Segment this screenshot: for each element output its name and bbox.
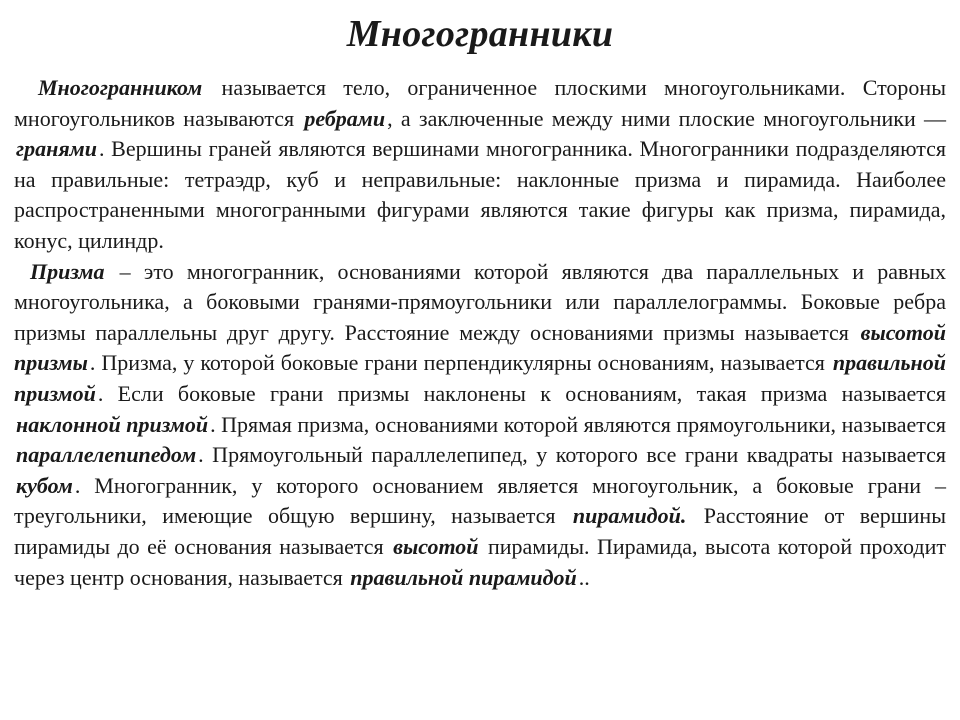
slide-body	[14, 73, 946, 593]
paragraph-prism-definition	[14, 257, 946, 594]
text-run: . Если боковые грани призмы наклонены к основаниям, такая призма называется	[97, 380, 946, 406]
term-height: высотой	[393, 533, 479, 559]
term-right-pyramid: правильной пирамидой	[350, 564, 577, 590]
text-run: . Вершины граней являются вершинами многогранника. Многогранники подразделяются на правильные: тетраэдр, куб и неправильные: наклонные призма и пирамида. Наиболее распространенными многогранными фигурами являются такие фигуры как призма, пирамида, конус, цилиндр.	[14, 136, 946, 253]
term-polyhedron: Многогранником	[38, 75, 203, 100]
text-run: . Прямая призма, основаниями которой являются прямоугольники, называется	[210, 411, 946, 437]
text-run: . Многогранник, у которого основанием является многоугольник, а боковые грани – треугольники, имеющие общую вершину, называется	[14, 472, 946, 529]
term-oblique-prism: наклонной призмой	[16, 411, 209, 437]
term-edges: ребрами	[304, 105, 386, 131]
term-prism-height: высотой призмы	[14, 319, 946, 376]
page-title: Многогранники	[346, 13, 614, 55]
term-right-prism: правильной призмой	[14, 350, 946, 406]
term-pyramid: пирамидой.	[572, 503, 687, 529]
text-run: ..	[578, 564, 590, 590]
text-run: . Призма, у которой боковые грани перпендикулярны основаниям, называется	[89, 350, 831, 376]
text-run: называется тело, ограниченное плоскими многоугольниками. Стороны многоугольников называются	[14, 75, 946, 131]
term-parallelepiped: параллелепипедом	[16, 442, 197, 468]
text-run: Расстояние от вершины пирамиды до её основания называется	[14, 503, 946, 559]
text-run: – это многогранник, основаниями которой являются два параллельных и равных многоугольника, а боковыми гранями-прямоугольники или параллелограммы. Боковые ребра призмы параллельны друг другу. Расстояние между основаниями призмы называется	[14, 258, 946, 345]
paragraph-polyhedron-definition	[14, 73, 946, 257]
term-prism: Призма	[30, 258, 105, 284]
text-run: , а заключенные между ними плоские многоугольники —	[387, 105, 946, 131]
text-run: . Прямоугольный параллелепипед, у которого все грани квадраты называется	[198, 442, 946, 468]
term-cube: кубом	[16, 472, 73, 498]
term-faces: гранями	[16, 136, 97, 162]
text-run: пирамиды. Пирамида, высота которой проходит через центр основания, называется	[14, 533, 946, 590]
